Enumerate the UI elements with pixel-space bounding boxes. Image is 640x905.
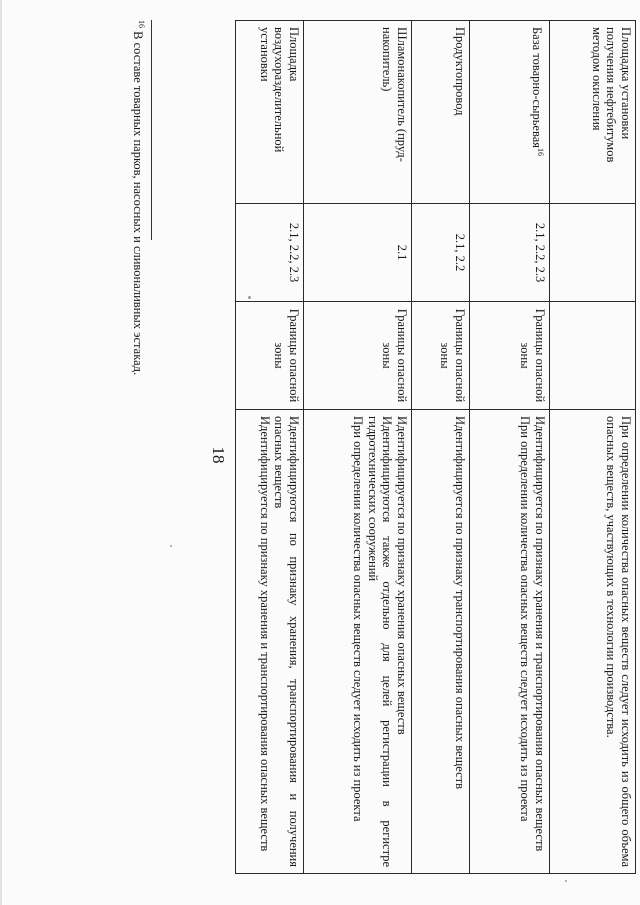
page-number: 18: [209, 446, 228, 464]
zone-cell: Границы опасной зоны: [236, 302, 304, 410]
footnote-marker: 16: [137, 20, 146, 28]
scenario-cell: 2.1, 2.2, 2.3: [470, 204, 550, 302]
table-row: [550, 21, 636, 874]
hazard-identification-table: [235, 20, 636, 874]
facility-cell: Продуктопровод: [412, 21, 470, 204]
scenario-cell: [550, 204, 636, 302]
note-text: Идентифицируется по признаку транспортирования опасных веществ: [453, 416, 467, 789]
note-text: Идентифицируется по признаку хранения и транспортирования опасных веществ: [533, 416, 547, 852]
scenario-cell: 2.1, 2.2, 2.3: [236, 204, 304, 302]
facility-cell: [470, 21, 550, 204]
table-row: [236, 21, 304, 874]
footnote-ref: 16: [536, 148, 545, 157]
note-text: При определении количества опасных веществ следует исходить из общего объема опасных веществ, участвующих в технологии производства.: [604, 416, 633, 867]
notes-cell: [470, 410, 550, 874]
table-row: [470, 21, 550, 874]
note-text: При определении количества опасных веществ следует исходить из проекта: [518, 416, 533, 822]
notes-cell: [304, 410, 412, 874]
scan-edge: [0, 0, 2, 905]
zone-cell: Границы опасной зоны: [470, 302, 550, 410]
notes-cell: [550, 410, 636, 874]
zone-cell: Границы опасной зоны: [412, 302, 470, 410]
footnote-divider: [151, 20, 152, 240]
scenario-cell: 2.1: [304, 204, 412, 302]
note-text: При определении количества опасных веществ следует исходить из проекта: [351, 416, 366, 822]
table-row: [304, 21, 412, 874]
note-text: Идентифицируется по признаку хранения опасных веществ: [395, 416, 409, 735]
zone-cell: Границы опасной зоны: [304, 302, 412, 410]
rotated-page: [36, 20, 636, 890]
note-text: Идентифицируются по признаку хранения, транспортирования и получения опасных веществ: [272, 416, 301, 867]
notes-cell: [236, 410, 304, 874]
facility-cell: Площадка установки получения нефтебитумов методом окисления: [550, 21, 636, 204]
zone-cell: [550, 302, 636, 410]
table-row: [412, 21, 470, 874]
facility-cell: Площадка воздухоразделительной установки: [236, 21, 304, 204]
footnote-text: В составе товарных парков, насосных и сливоналивных эстакад.: [130, 28, 145, 376]
scenario-cell: 2.1, 2.2: [412, 204, 470, 302]
facility-cell: Шламонакопитель (пруд-накопитель): [304, 21, 412, 204]
facility-name: База товарно-сырьевая: [529, 27, 544, 149]
footnote: [130, 20, 146, 880]
note-text: Идентифицируется по признаку хранения и транспортирования опасных веществ: [258, 416, 272, 852]
note-text: Идентифицируются также отдельно для целей регистрации в регистре гидротехнических сооружений: [366, 416, 395, 867]
notes-cell: [412, 410, 470, 874]
